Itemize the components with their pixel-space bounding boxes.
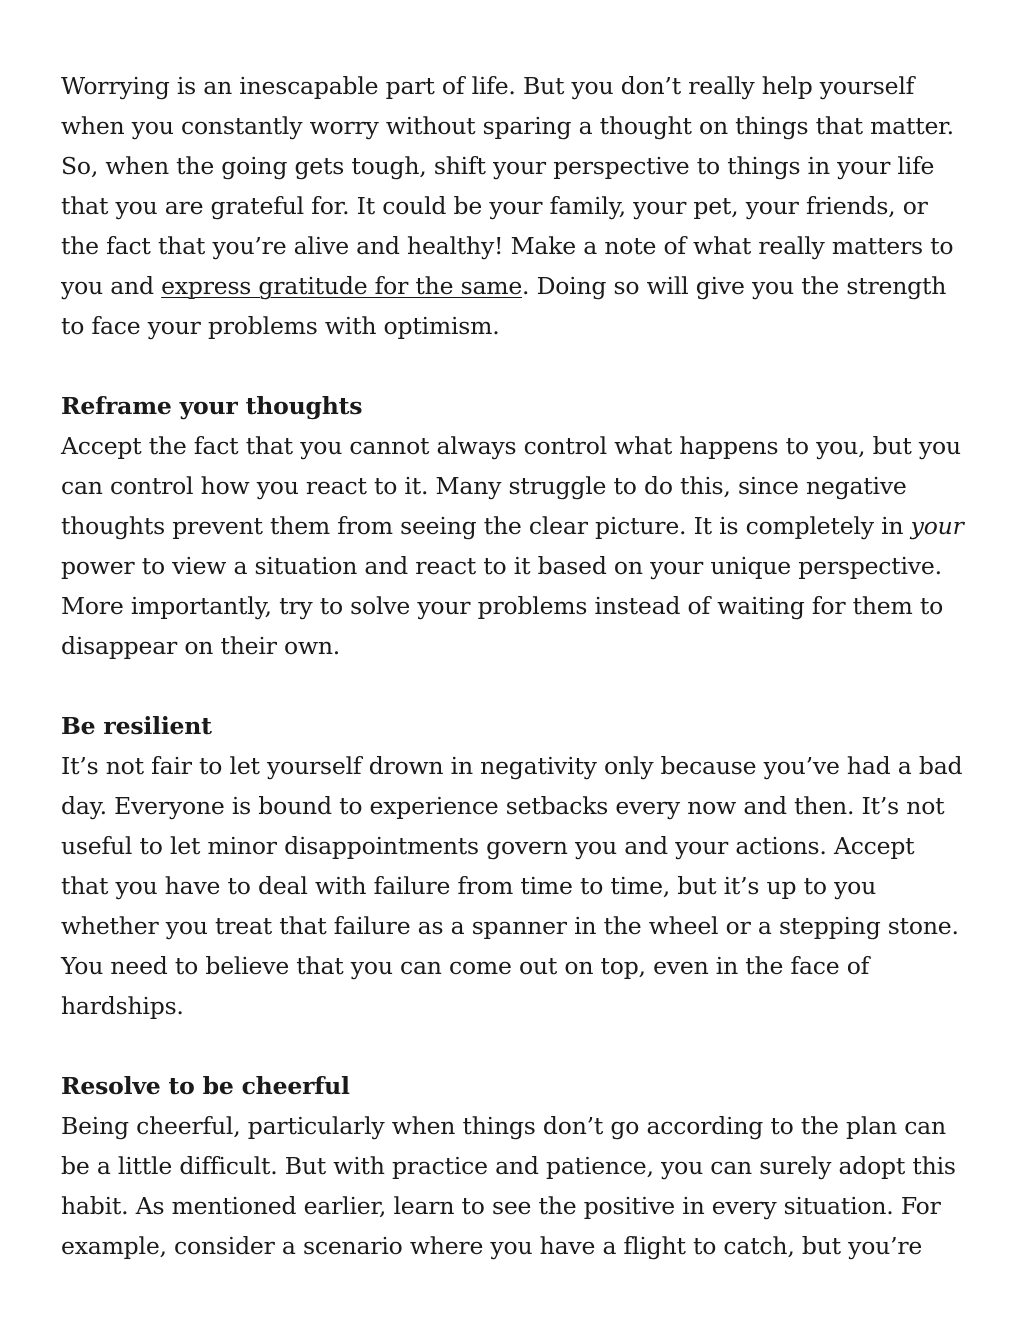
section-body: Being cheerful, particularly when things don’t go according to the plan can be a little difficult. But with practice and patience, you can surely adopt this habit. As mentioned earlier, learn to see the positive in every situation. For example, consider a scenario where you have a flight to catch, but you’re bbox=[61, 1112, 956, 1260]
intro-text-before-link: Worrying is an inescapable part of life. But you don’t really help yourself when you constantly worry without sparing a thought on things that matter. So, when the going gets tough, shift your perspective to things in your life that you are grateful for. It could be your family, your pet, your friends, or the fact that you’re alive and healthy! Make a note of what really matters to you and bbox=[61, 72, 954, 300]
express-gratitude-link[interactable]: express gratitude for the same bbox=[161, 272, 523, 300]
section-heading: Reframe your thoughts bbox=[61, 392, 363, 420]
section-body: It’s not fair to let yourself drown in negativity only because you’ve had a bad day. Everyone is bound to experience setbacks every now and then. It’s not useful to let minor disappointments govern you and your actions. Accept that you have to deal with failure from time to time, but it’s up to you whether you treat that failure as a spanner in the wheel or a stepping stone. You need to believe that you can come out on top, even in the face of hardships. bbox=[61, 752, 963, 1020]
emphasis-your: your bbox=[910, 512, 964, 540]
section-be-resilient bbox=[61, 706, 966, 1026]
article-body bbox=[61, 66, 966, 1266]
section-reframe-thoughts bbox=[61, 386, 966, 666]
section-body-text-before: Accept the fact that you cannot always control what happens to you, but you can control how you react to it. Many struggle to do this, since negative thoughts prevent them from seeing the clear picture. It is completely in bbox=[61, 432, 961, 540]
section-body bbox=[61, 426, 966, 666]
section-heading: Resolve to be cheerful bbox=[61, 1072, 350, 1100]
section-heading: Be resilient bbox=[61, 712, 212, 740]
section-body-text-after: power to view a situation and react to it based on your unique perspective. More importantly, try to solve your problems instead of waiting for them to disappear on their own. bbox=[61, 552, 944, 660]
intro-text-after-link: . Doing so will give you the strength to face your problems with optimism. bbox=[61, 272, 947, 340]
section-resolve-cheerful bbox=[61, 1066, 966, 1266]
intro-paragraph bbox=[61, 66, 966, 346]
